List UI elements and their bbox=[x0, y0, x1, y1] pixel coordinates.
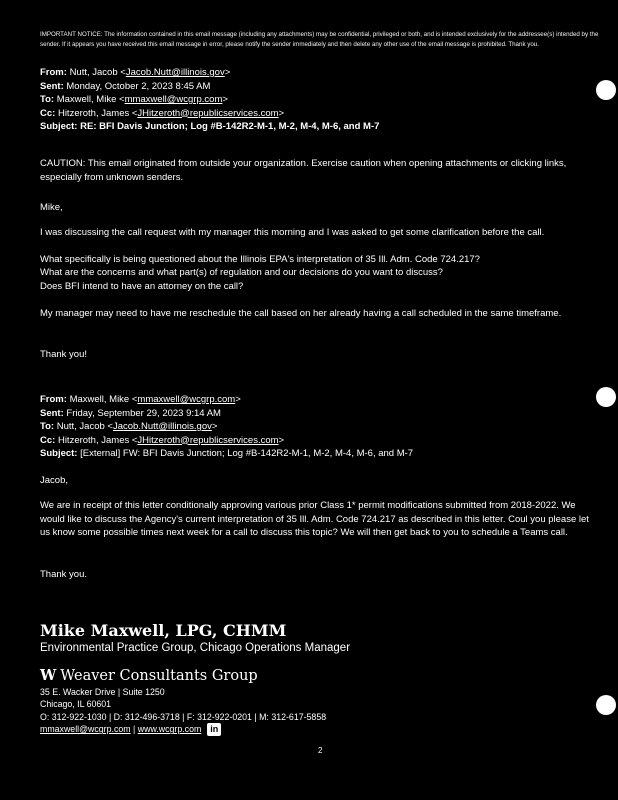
body-paragraph: We are in receipt of this letter conditionally approving various prior Class 1* permit modifications submitted from 2018-2022. We would like to discuss the Agency's current interpretation of 35 Ill. Adm. Code 724.217 as described in this letter. Coul you please let us know some possible times next week for a call to discuss this topic? We will then get back to you to schedule a Teams call. bbox=[40, 500, 589, 538]
sent-date: Friday, September 29, 2023 9:14 AM bbox=[66, 407, 221, 419]
subject-label: Subject: bbox=[40, 448, 78, 459]
sent-row bbox=[40, 80, 600, 94]
punch-hole bbox=[596, 695, 616, 715]
to-label: To: bbox=[40, 94, 55, 105]
cc-label: Cc: bbox=[40, 434, 56, 446]
to-name: Nutt, Jacob < bbox=[56, 421, 113, 432]
separator: | bbox=[130, 724, 138, 735]
from-email-link[interactable]: mmaxwell@wcgrp.com bbox=[137, 394, 236, 405]
to-label: To: bbox=[40, 421, 55, 432]
greeting: Jacob, bbox=[40, 475, 68, 486]
bracket: > bbox=[235, 394, 241, 405]
to-email-link[interactable]: Jacob.Nutt@illinois.gov bbox=[112, 421, 212, 432]
caution-banner: CAUTION: This email originated from outside your organization. Exercise caution when opening attachments or clicking links, especially from unknown senders. bbox=[40, 158, 567, 183]
to-row bbox=[40, 93, 600, 107]
to-email-link[interactable]: mmaxwell@wcgrp.com bbox=[124, 94, 223, 105]
company-name bbox=[40, 667, 258, 685]
from-row bbox=[40, 393, 600, 407]
from-label: From: bbox=[40, 394, 67, 405]
cc-row bbox=[40, 434, 600, 448]
address-line: 35 E. Wacker Drive | Suite 1250 bbox=[40, 687, 165, 697]
to-row bbox=[40, 420, 600, 434]
links-row bbox=[40, 723, 326, 736]
email-header bbox=[40, 393, 600, 461]
cc-label: Cc: bbox=[40, 107, 56, 119]
cc-name: Hitzeroth, James < bbox=[57, 107, 138, 119]
weaver-logo-icon: W bbox=[40, 667, 57, 684]
bracket: > bbox=[278, 434, 285, 446]
bracket: > bbox=[224, 67, 231, 78]
website-link[interactable]: www.wcgrp.com bbox=[137, 724, 202, 735]
sent-label: Sent: bbox=[40, 407, 64, 419]
cc-name: Hitzeroth, James < bbox=[57, 434, 138, 446]
confidentiality-notice: IMPORTANT NOTICE: The information contained in this email message (including any attachments) may be confidential, privileged or both, and is intended exclusively for the addressee(s) intended by the sender. If it appears you have received this email message in error, please notify the sender immediately and then delete any other use of the email message is prohibited. Thank you. bbox=[40, 31, 599, 48]
cc-row bbox=[40, 107, 600, 121]
subject-text: RE: BFI Davis Junction; Log #B-142R2-M-1, M-2, M-4, M-6, and M-7 bbox=[80, 121, 380, 132]
body-paragraph: My manager may need to have me reschedule the call based on her already having a call scheduled in the same timeframe. bbox=[40, 308, 562, 319]
cc-email-link[interactable]: JHitzeroth@republicservices.com bbox=[137, 434, 279, 446]
from-row bbox=[40, 66, 600, 80]
greeting: Mike, bbox=[40, 202, 63, 213]
subject-label: Subject: bbox=[40, 121, 78, 132]
to-name: Maxwell, Mike < bbox=[56, 94, 125, 105]
question-1: What specifically is being questioned about the Illinois EPA's interpretation of 35 Ill. Adm. Code 724.217? bbox=[40, 254, 480, 265]
from-label: From: bbox=[40, 67, 67, 78]
from-email-link[interactable]: Jacob.Nutt@illinois.gov bbox=[125, 67, 225, 78]
phone-numbers: O: 312-922-1030 | D: 312-496-3718 | F: 312-922-0201 | M: 312-617-5858 bbox=[40, 711, 327, 722]
subject-row bbox=[40, 120, 600, 134]
sent-row bbox=[40, 407, 600, 421]
closing: Thank you! bbox=[40, 349, 87, 360]
sent-date: Monday, October 2, 2023 8:45 AM bbox=[66, 80, 211, 92]
address-line: Chicago, IL 60601 bbox=[40, 699, 112, 710]
question-2: What are the concerns and what part(s) of regulation and our decisions do you want to discuss? bbox=[40, 267, 443, 278]
company-label: Weaver Consultants Group bbox=[60, 668, 258, 684]
email-header bbox=[40, 66, 600, 134]
body-paragraph: I was discussing the call request with my manager this morning and I was asked to get some clarification before the call. bbox=[40, 227, 545, 238]
cc-email-link[interactable]: JHitzeroth@republicservices.com bbox=[137, 107, 279, 119]
closing: Thank you. bbox=[40, 569, 87, 580]
from-name: Nutt, Jacob < bbox=[69, 67, 126, 78]
linkedin-icon[interactable]: in bbox=[207, 723, 221, 736]
signature-contact bbox=[40, 686, 326, 736]
bracket: > bbox=[222, 94, 228, 105]
bracket: > bbox=[278, 107, 285, 119]
signature-email-link[interactable]: mmaxwell@wcgrp.com bbox=[40, 724, 131, 735]
bracket: > bbox=[211, 421, 218, 432]
signature-name: Mike Maxwell, LPG, CHMM bbox=[40, 621, 287, 640]
sent-label: Sent: bbox=[40, 80, 64, 92]
from-name: Maxwell, Mike < bbox=[69, 394, 138, 405]
subject-text: [External] FW: BFI Davis Junction; Log #B-142R2-M-1, M-2, M-4, M-6, and M-7 bbox=[80, 448, 414, 459]
question-3: Does BFI intend to have an attorney on the call? bbox=[40, 281, 244, 292]
signature-title: Environmental Practice Group, Chicago Operations Manager bbox=[40, 642, 351, 654]
subject-row bbox=[40, 447, 600, 461]
page-number: 2 bbox=[318, 746, 323, 755]
